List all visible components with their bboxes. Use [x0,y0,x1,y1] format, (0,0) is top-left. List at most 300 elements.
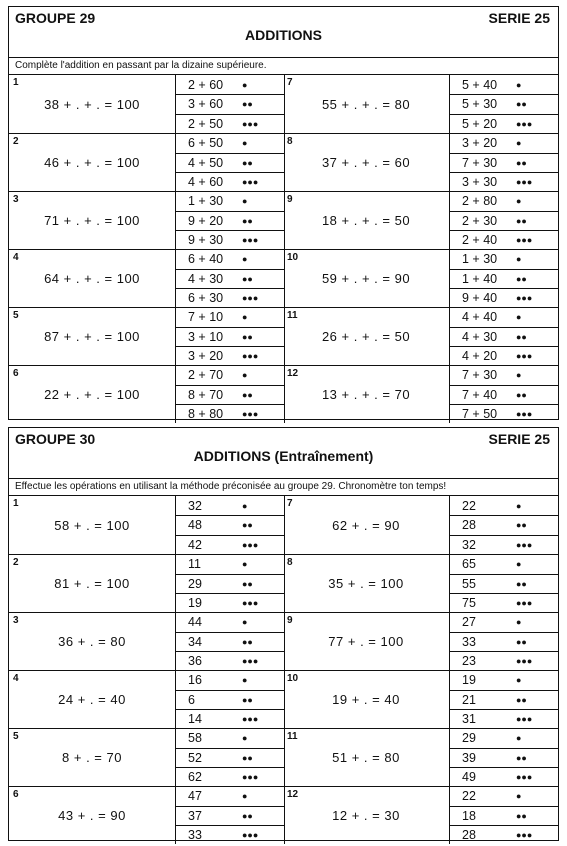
answer-option[interactable] [450,308,559,327]
group-label: GROUPE 29 [15,10,96,26]
exercise-equation: 38 + . + . = 100 [44,96,140,112]
dot-marker-icon: ●●● [516,655,533,666]
dot-marker-icon: ● [242,138,248,149]
answer-option[interactable] [450,690,559,709]
answer-value: 33 [188,827,202,842]
answer-value: 65 [462,557,476,572]
answer-option[interactable] [176,114,284,133]
dot-marker-icon: ●●● [516,350,533,361]
dot-marker-icon: ●● [242,578,253,589]
exercise-equation: 22 + . + . = 100 [44,387,140,402]
answer-options [449,75,559,133]
exercise-3 [9,612,285,670]
answer-option[interactable] [176,327,284,346]
dot-marker-icon: ●●● [242,539,259,550]
answer-options [449,729,559,786]
answer-option[interactable] [176,787,284,806]
dot-marker-icon: ● [242,370,248,381]
exercise-9 [283,191,558,249]
answer-option[interactable] [450,593,559,612]
dot-marker-icon: ●●● [516,771,533,782]
answer-option[interactable] [176,269,284,288]
answer-option[interactable] [176,690,284,709]
answer-option[interactable] [176,748,284,767]
answer-option[interactable] [176,75,284,94]
answer-value: 3 + 20 [188,348,224,363]
dot-marker-icon: ●●● [516,176,533,187]
exercise-equation: 12 + . = 30 [332,808,400,823]
answer-value: 3 + 30 [462,174,498,189]
exercise-equation: 8 + . = 70 [62,750,122,765]
answer-option[interactable] [450,134,559,153]
answer-value: 9 + 40 [462,290,498,305]
exercise-equation: 26 + . + . = 50 [321,329,411,344]
answer-value: 6 [188,692,195,707]
dot-marker-icon: ●● [516,273,527,284]
answer-value: 9 + 30 [188,232,224,247]
answer-options [449,555,559,612]
exercise-10 [283,249,558,307]
answer-option[interactable] [176,709,284,728]
answer-options [175,671,285,728]
serie-label: SERIE 25 [488,431,550,447]
exercise-11 [283,307,558,365]
dot-marker-icon: ●● [242,752,253,763]
dot-marker-icon: ● [516,559,522,570]
dot-marker-icon: ●●● [516,539,533,550]
answer-options [175,729,285,786]
answer-options [449,250,559,307]
answer-option[interactable] [176,230,284,249]
exercise-number: 12 [287,789,299,800]
answer-option[interactable] [176,767,284,786]
exercise-grid [9,75,558,423]
dot-marker-icon: ●● [516,389,527,400]
answer-value: 28 [462,827,476,842]
dot-marker-icon: ●●● [516,597,533,608]
worksheet-header [9,7,558,58]
answer-options [175,555,285,612]
dot-marker-icon: ●● [516,636,527,647]
dot-marker-icon: ●●● [242,771,259,782]
answer-option[interactable] [176,346,284,365]
answer-option[interactable] [450,651,559,670]
exercise-number: 3 [13,615,19,626]
exercise-equation: 81 + . = 100 [54,576,130,591]
answer-options [449,366,559,423]
exercise-equation: 64 + . + . = 100 [44,271,140,286]
answer-options [175,787,285,844]
answer-option[interactable] [450,366,559,385]
answer-option[interactable] [176,250,284,269]
worksheet-groupe-29 [8,6,559,420]
exercise-number: 11 [287,310,298,321]
exercise-equation: 13 + . + . = 70 [321,387,411,402]
answer-value: 21 [462,692,476,707]
answer-value: 7 + 30 [462,368,498,383]
exercise-number: 4 [13,673,19,684]
answer-value: 5 + 40 [462,77,498,92]
answer-option[interactable] [176,288,284,307]
answer-value: 44 [188,615,202,630]
exercise-equation: 71 + . + . = 100 [44,213,140,228]
exercise-6 [9,365,285,423]
worksheet-groupe-30 [8,427,559,841]
answer-option[interactable] [450,496,559,515]
dot-marker-icon: ●● [242,215,253,226]
answer-option[interactable] [176,729,284,748]
answer-value: 3 + 10 [188,329,224,344]
answer-option[interactable] [450,192,559,211]
dot-marker-icon: ●●● [516,713,533,724]
exercise-1 [9,496,285,554]
answer-option[interactable] [450,729,559,748]
dot-marker-icon: ●●● [242,713,259,724]
answer-value: 16 [188,673,202,688]
answer-option[interactable] [176,632,284,651]
dot-marker-icon: ●● [242,389,253,400]
exercise-equation: 18 + . + . = 50 [321,213,411,228]
dot-marker-icon: ●● [242,273,253,284]
answer-option[interactable] [450,385,559,404]
answer-value: 23 [462,653,476,668]
answer-value: 62 [188,769,202,784]
answer-value: 3 + 60 [188,97,224,112]
exercise-5 [9,728,285,786]
dot-marker-icon: ●●● [242,118,259,129]
answer-option[interactable] [176,366,284,385]
serie-label: SERIE 25 [488,10,550,26]
exercise-equation: 62 + . = 90 [332,517,400,533]
answer-option[interactable] [450,94,559,113]
dot-marker-icon: ●●● [242,234,259,245]
exercise-number: 9 [287,615,293,626]
answer-value: 1 + 30 [462,252,498,267]
answer-option[interactable] [450,153,559,172]
answer-option[interactable] [450,806,559,825]
dot-marker-icon: ● [516,500,522,511]
dot-marker-icon: ● [242,254,248,265]
answer-value: 42 [188,537,202,552]
dot-marker-icon: ●●● [242,655,259,666]
instruction-text: Effectue les opérations en utilisant la méthode préconisée au groupe 29. Chronomètre ton temps! [9,479,558,496]
answer-option[interactable] [176,153,284,172]
answer-option[interactable] [450,748,559,767]
dot-marker-icon: ●● [516,157,527,168]
answer-value: 29 [462,731,476,746]
exercise-equation: 43 + . = 90 [58,808,126,823]
answer-option[interactable] [176,671,284,690]
dot-marker-icon: ●●● [516,292,533,303]
dot-marker-icon: ● [242,733,248,744]
answer-value: 11 [188,557,201,572]
answer-option[interactable] [450,555,559,574]
dot-marker-icon: ● [516,675,522,686]
answer-option[interactable] [176,825,284,844]
answer-option[interactable] [176,404,284,423]
answer-option[interactable] [450,535,559,554]
exercise-number: 10 [287,673,299,684]
answer-value: 7 + 10 [188,310,224,325]
dot-marker-icon: ●● [516,752,527,763]
dot-marker-icon: ● [516,254,522,265]
answer-value: 2 + 60 [188,77,224,92]
answer-option[interactable] [450,288,559,307]
answer-value: 36 [188,653,202,668]
exercise-number: 4 [13,252,19,263]
answer-value: 1 + 30 [188,194,224,209]
answer-value: 19 [462,673,476,688]
answer-value: 31 [462,711,476,726]
answer-value: 7 + 30 [462,155,498,170]
answer-option[interactable] [176,806,284,825]
answer-option[interactable] [450,825,559,844]
exercise-grid [9,496,558,844]
dot-marker-icon: ● [516,370,522,381]
answer-option[interactable] [450,404,559,423]
instruction-text: Complète l'addition en passant par la dizaine supérieure. [9,58,558,75]
answer-option[interactable] [450,327,559,346]
answer-option[interactable] [450,632,559,651]
exercise-equation: 59 + . + . = 90 [321,271,411,286]
dot-marker-icon: ●● [516,520,527,531]
dot-marker-icon: ●●● [242,176,259,187]
answer-option[interactable] [450,114,559,133]
dot-marker-icon: ●●● [242,350,259,361]
answer-options [175,496,285,554]
answer-value: 4 + 20 [462,348,498,363]
dot-marker-icon: ●●● [242,597,259,608]
dot-marker-icon: ●●● [242,829,259,840]
exercise-number: 2 [13,136,19,147]
dot-marker-icon: ●● [242,520,253,531]
dot-marker-icon: ●● [516,694,527,705]
answer-value: 34 [188,634,202,649]
worksheet-title: ADDITIONS [245,27,322,43]
exercise-number: 2 [13,557,19,568]
exercise-8 [283,133,558,191]
answer-option[interactable] [450,574,559,593]
dot-marker-icon: ● [516,79,522,90]
exercise-number: 11 [287,731,298,742]
answer-option[interactable] [176,496,284,515]
dot-marker-icon: ● [242,312,248,323]
exercise-number: 1 [13,77,19,88]
answer-options [449,613,559,670]
answer-options [175,192,285,249]
answer-value: 7 + 50 [462,406,498,421]
answer-option[interactable] [450,671,559,690]
answer-options [175,134,285,191]
exercise-2 [9,554,285,612]
dot-marker-icon: ● [242,559,248,570]
exercise-number: 10 [287,252,299,263]
dot-marker-icon: ● [242,196,248,207]
exercise-equation: 58 + . = 100 [54,517,130,533]
answer-option[interactable] [450,230,559,249]
answer-option[interactable] [176,515,284,534]
answer-value: 6 + 30 [188,290,224,305]
exercise-2 [9,133,285,191]
exercise-equation: 24 + . = 40 [58,692,126,707]
answer-option[interactable] [176,308,284,327]
dot-marker-icon: ● [242,791,248,802]
dot-marker-icon: ●●● [242,408,259,419]
dot-marker-icon: ●● [516,331,527,342]
exercise-equation: 77 + . = 100 [328,634,404,649]
answer-option[interactable] [450,211,559,230]
answer-value: 4 + 60 [188,174,224,189]
exercise-equation: 19 + . = 40 [332,692,400,707]
answer-options [449,496,559,554]
dot-marker-icon: ●● [516,578,527,589]
dot-marker-icon: ●● [516,215,527,226]
answer-value: 4 + 30 [188,271,224,286]
answer-value: 27 [462,615,476,630]
answer-value: 32 [462,537,476,552]
answer-value: 2 + 50 [188,116,224,131]
answer-option[interactable] [176,192,284,211]
exercise-equation: 36 + . = 80 [58,634,126,649]
exercise-number: 6 [13,368,19,379]
answer-option[interactable] [176,211,284,230]
answer-option[interactable] [176,651,284,670]
answer-value: 39 [462,750,476,765]
answer-options [175,366,285,423]
dot-marker-icon: ●● [242,157,253,168]
answer-value: 37 [188,808,202,823]
answer-option[interactable] [450,269,559,288]
answer-value: 2 + 40 [462,232,498,247]
answer-options [175,250,285,307]
answer-value: 32 [188,498,202,513]
answer-options [449,308,559,365]
dot-marker-icon: ● [242,675,248,686]
answer-option[interactable] [176,172,284,191]
exercise-5 [9,307,285,365]
exercise-number: 12 [287,368,299,379]
dot-marker-icon: ●●● [516,408,533,419]
exercise-equation: 51 + . = 80 [332,750,400,765]
dot-marker-icon: ● [242,79,248,90]
answer-value: 6 + 40 [188,252,224,267]
answer-option[interactable] [450,613,559,632]
answer-value: 2 + 70 [188,368,224,383]
answer-options [449,787,559,844]
answer-option[interactable] [450,709,559,728]
dot-marker-icon: ●● [242,694,253,705]
exercise-number: 5 [13,310,19,321]
answer-value: 4 + 50 [188,155,224,170]
answer-option[interactable] [176,94,284,113]
answer-value: 9 + 20 [188,213,224,228]
answer-value: 18 [462,808,476,823]
worksheet-header [9,428,558,479]
answer-option[interactable] [176,613,284,632]
answer-value: 29 [188,576,202,591]
answer-value: 4 + 40 [462,310,498,325]
answer-option[interactable] [176,385,284,404]
dot-marker-icon: ● [516,733,522,744]
answer-value: 48 [188,518,202,533]
answer-value: 2 + 30 [462,213,498,228]
exercise-11 [283,728,558,786]
answer-option[interactable] [450,787,559,806]
answer-value: 75 [462,595,476,610]
exercise-1 [9,75,285,133]
exercise-equation: 46 + . + . = 100 [44,155,140,170]
answer-option[interactable] [450,767,559,786]
dot-marker-icon: ● [242,500,248,511]
dot-marker-icon: ●●● [516,234,533,245]
dot-marker-icon: ● [516,196,522,207]
answer-value: 14 [188,711,202,726]
dot-marker-icon: ●●● [242,292,259,303]
answer-options [449,134,559,191]
answer-option[interactable] [176,574,284,593]
exercise-equation: 35 + . = 100 [328,576,404,591]
exercise-7 [283,75,558,133]
answer-option[interactable] [176,134,284,153]
answer-value: 2 + 80 [462,194,498,209]
dot-marker-icon: ●● [242,99,253,110]
answer-option[interactable] [450,172,559,191]
exercise-equation: 55 + . + . = 80 [321,96,411,112]
dot-marker-icon: ●● [242,810,253,821]
answer-value: 55 [462,576,476,591]
answer-option[interactable] [176,593,284,612]
answer-value: 22 [462,498,476,513]
dot-marker-icon: ● [516,791,522,802]
answer-value: 19 [188,595,202,610]
exercise-10 [283,670,558,728]
exercise-6 [9,786,285,844]
answer-value: 5 + 20 [462,116,498,131]
answer-option[interactable] [176,555,284,574]
answer-value: 6 + 50 [188,136,224,151]
answer-options [175,308,285,365]
answer-options [449,192,559,249]
answer-option[interactable] [176,535,284,554]
group-label: GROUPE 30 [15,431,96,447]
exercise-8 [283,554,558,612]
exercise-equation: 87 + . + . = 100 [44,329,140,344]
answer-value: 33 [462,634,476,649]
answer-option[interactable] [450,75,559,94]
answer-options [175,75,285,133]
exercise-number: 3 [13,194,19,205]
exercise-4 [9,670,285,728]
exercise-number: 1 [13,498,19,509]
answer-option[interactable] [450,515,559,534]
exercise-number: 5 [13,731,19,742]
answer-value: 22 [462,789,476,804]
dot-marker-icon: ● [516,312,522,323]
dot-marker-icon: ●● [516,99,527,110]
answer-option[interactable] [450,250,559,269]
dot-marker-icon: ● [242,617,248,628]
answer-options [449,671,559,728]
exercise-equation: 37 + . + . = 60 [321,155,411,170]
answer-value: 58 [188,731,202,746]
dot-marker-icon: ● [516,617,522,628]
exercise-12 [283,365,558,423]
answer-option[interactable] [450,346,559,365]
answer-value: 1 + 40 [462,271,498,286]
exercise-3 [9,191,285,249]
dot-marker-icon: ●● [242,636,253,647]
exercise-number: 9 [287,194,293,205]
